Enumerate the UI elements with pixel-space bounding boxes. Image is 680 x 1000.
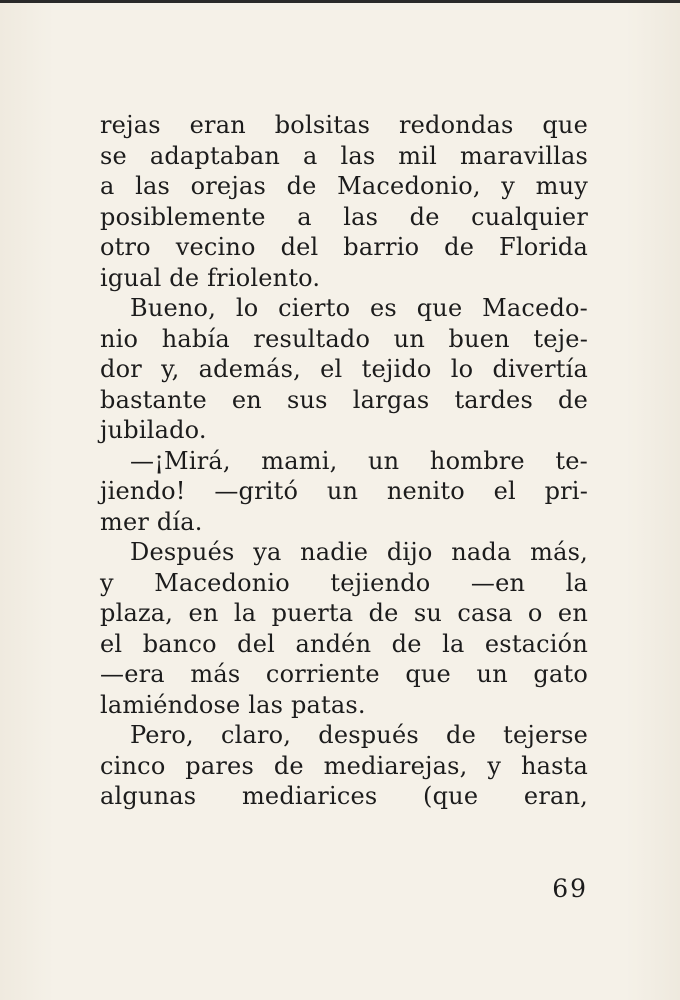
text-line: plaza, en la puerta de su casa o en <box>100 599 588 627</box>
text-line: —¡Mirá, mami, un hombre te- <box>130 446 588 475</box>
text-line: jubilado. <box>100 416 207 444</box>
text-line: rejas eran bolsitas redondas que <box>100 111 588 139</box>
text-line: y Macedonio tejiendo —en la <box>100 568 588 597</box>
text-line: Después ya nadie dijo nada más, <box>130 538 588 566</box>
text-line: Bueno, lo cierto es que Macedo- <box>130 294 588 322</box>
text-line: a las orejas de Macedonio, y muy <box>100 172 588 200</box>
text-line: —era más corriente que un gato <box>100 660 588 688</box>
text-line: Pero, claro, después de tejerse <box>130 721 588 749</box>
text-line: dor y, además, el tejido lo divertía <box>100 355 588 383</box>
text-line: algunas mediarices (que eran, <box>100 782 588 810</box>
text-line: mer día. <box>100 507 203 536</box>
text-line: cinco pares de mediarejas, y hasta <box>100 751 588 780</box>
text-line: posiblemente a las de cualquier <box>100 202 588 231</box>
body-text <box>100 110 588 812</box>
text-line: bastante en sus largas tardes de <box>100 385 588 414</box>
page-number: 69 <box>552 874 588 903</box>
text-line: el banco del andén de la estación <box>100 629 588 658</box>
page-top-edge <box>0 0 680 3</box>
text-line: lamiéndose las patas. <box>100 690 366 719</box>
text-line: se adaptaban a las mil maravillas <box>100 141 588 170</box>
text-line: nio había resultado un buen teje- <box>100 324 588 353</box>
text-line: igual de friolento. <box>100 263 321 292</box>
text-line: otro vecino del barrio de Florida <box>100 233 588 261</box>
text-line: jiendo! —gritó un nenito el pri- <box>100 477 588 505</box>
